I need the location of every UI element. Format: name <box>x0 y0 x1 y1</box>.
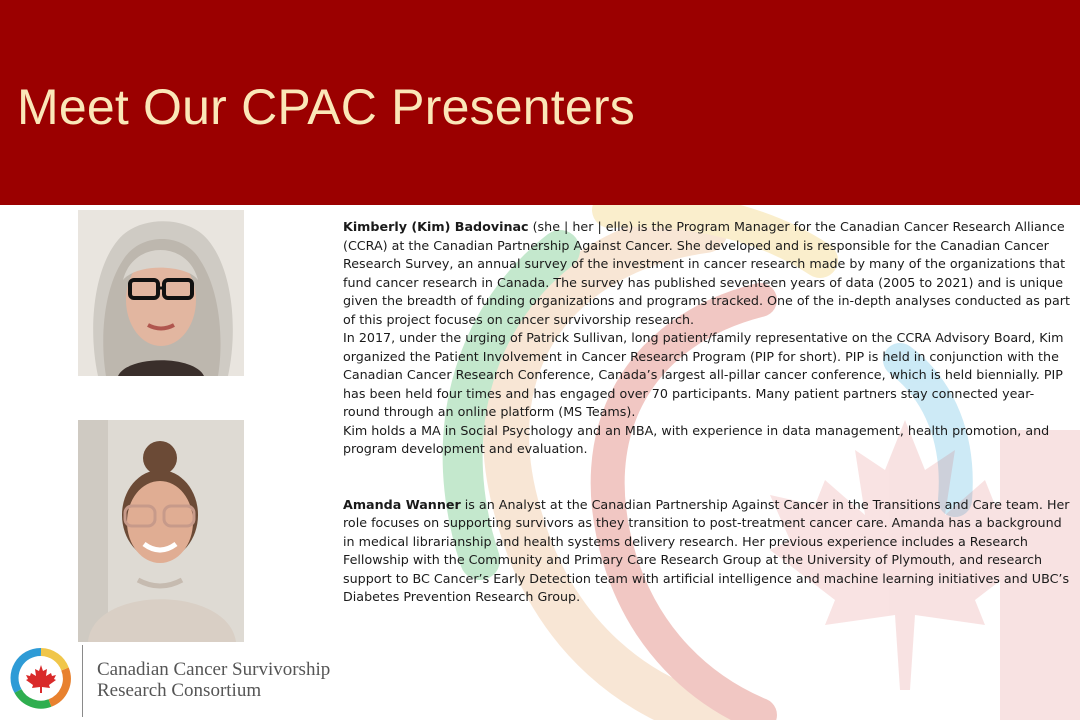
presenter-name: Kimberly (Kim) Badovinac <box>343 219 529 234</box>
presenter-name: Amanda Wanner <box>343 496 461 512</box>
kim-portrait-photo <box>78 210 244 376</box>
kim-bio-paragraph-2: In 2017, under the urging of Patrick Sullivan, long patient/family representative on the CCRA Advisory Board, Kim organized the Patient Involvement in Cancer Research Program (PIP for short). PIP is held in conjunction with the Canadian Cancer Research Conference, Canada’s largest all-pillar cancer conference, which is held biennially. PIP has been held four times and has engaged over 70 participants. Many patient partners stay connected year-round through an online platform (MS Teams). <box>343 330 1064 419</box>
amanda-portrait-photo <box>78 420 244 642</box>
page-title: Meet Our CPAC Presenters <box>17 79 635 135</box>
consortium-logo <box>10 645 350 720</box>
presenter-bios <box>343 218 1071 607</box>
kim-bio-paragraph-1 <box>343 218 1071 329</box>
kim-bio-paragraph-3: Kim holds a MA in Social Psychology and an MBA, with experience in data management, health promotion, and program development and evaluation. <box>343 422 1050 456</box>
logo-line-1: Canadian Cancer Survivorship <box>97 659 331 680</box>
bio-text: is an Analyst at the Canadian Partnership Against Cancer in the Transitions and Care team. Her role focuses on supporting survivors as they transition to post-treatment cancer care. Amanda has a background in medical librarianship and health systems delivery research. Her previous experience includes a Research Fellowship with the Community and Primary Care Research Group at the University of Plymouth, and research support to BC Cancer’s Early Detection team with artificial intelligence and machine learning initiatives and UBC’s Diabetes Prevention Research Group. <box>343 496 1070 604</box>
logo-wordmark <box>97 659 330 701</box>
title-banner <box>0 0 1080 205</box>
maple-leaf-ring-icon <box>10 647 72 709</box>
spacer <box>343 459 1071 496</box>
bio-text: (she | her | elle) is the Program Manager for the Canadian Cancer Research Alliance (CCRA) at the Canadian Partnership Against Cancer. She developed and is responsible for the Canadian Cancer Research Survey, an annual survey of the investment in cancer research made by many of the organizations that fund cancer research in Canada. The survey has published seventeen years of data (2005 to 2021) and is unique given the breadth of funding organizations and programs tracked. One of the in-depth analyses conducted as part of this project focuses on cancer survivorship research. <box>343 219 1070 327</box>
logo-divider <box>82 645 83 717</box>
logo-line-2: Research Consortium <box>97 680 262 701</box>
amanda-bio-paragraph <box>343 496 1071 607</box>
